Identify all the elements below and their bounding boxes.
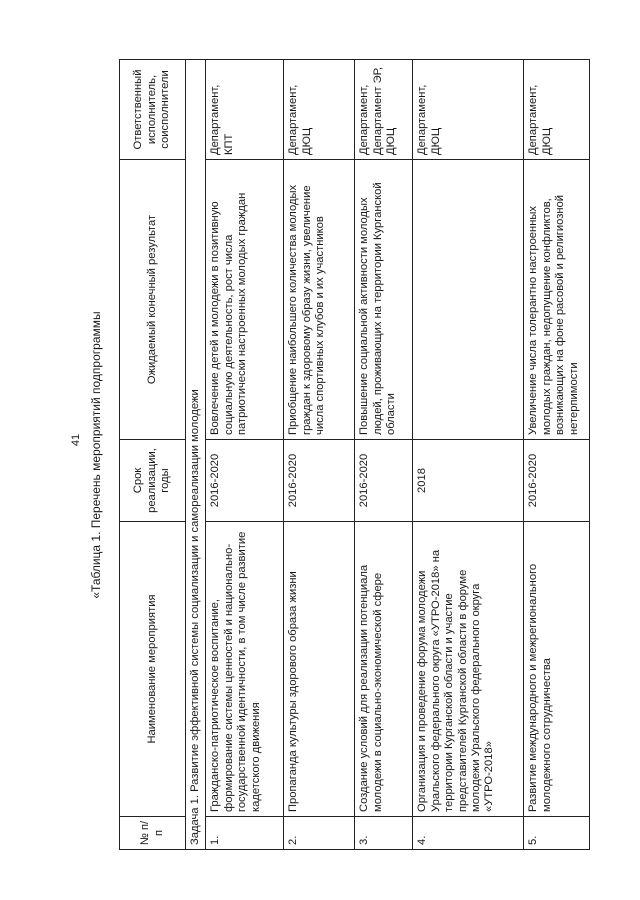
task-title: Задача 1. Развитие эффективной системы социализации и самореализации молодежи <box>186 60 206 850</box>
header-responsible: Ответственный исполнитель, соисполнители <box>120 60 186 160</box>
row-responsible: Департамент, Департамент ЭР, ДЮЦ <box>355 60 413 160</box>
row-term: 2016-2020 <box>206 440 284 522</box>
table-row <box>413 60 524 850</box>
row-result: Увеличение числа толерантно настроенных молодых граждан, недопущение конфликтов, возникающих на фоне расовой и религиозной нетерпимости <box>524 160 590 440</box>
table-header-row <box>120 60 186 850</box>
row-name: Создание условий для реализации потенциала молодежи в социально-экономической сфере <box>355 522 413 817</box>
table-row <box>284 60 355 850</box>
row-term: 2016-2020 <box>524 440 590 522</box>
row-result <box>413 160 524 440</box>
table-row <box>524 60 590 850</box>
row-responsible: Департамент, ДЮЦ <box>524 60 590 160</box>
row-num: 1. <box>206 817 284 850</box>
row-name: Организация и проведение форума молодежи Уральского федерального округа «УТРО-2018» на территории Курганской области и участие представителей Курганской области в форуме молодежи Уральского федерального округа «УТРО-2018» <box>413 522 524 817</box>
table-row <box>206 60 284 850</box>
table-row <box>355 60 413 850</box>
row-num: 3. <box>355 817 413 850</box>
table-caption: «Таблица 1. Перечень мероприятий подпрограммы <box>89 311 103 599</box>
row-name: Гражданско-патриотическое воспитание, формирование системы ценностей и национально-государственной идентичности, в том числе развитие кадетского движения <box>206 522 284 817</box>
header-num: № п/п <box>120 817 186 850</box>
task-row <box>186 60 206 850</box>
header-term: Срок реализации, годы <box>120 440 186 522</box>
row-name: Развитие международного и межрегионального молодежного сотрудничества <box>524 522 590 817</box>
header-name: Наименование мероприятия <box>120 522 186 817</box>
row-num: 2. <box>284 817 355 850</box>
row-term: 2018 <box>413 440 524 522</box>
row-term: 2016-2020 <box>355 440 413 522</box>
rotated-table-block <box>85 60 580 850</box>
row-responsible: Департамент, КПТ <box>206 60 284 160</box>
row-result: Вовлечение детей и молодежи в позитивную социальную деятельность, рост числа патриотически настроенных молодых граждан <box>206 160 284 440</box>
row-responsible: Департамент, ДЮЦ <box>284 60 355 160</box>
header-result: Ожидаемый конечный результат <box>120 160 186 440</box>
row-responsible: Департамент, ДЮЦ <box>413 60 524 160</box>
row-result: Приобщение наибольшего количества молодых граждан к здоровому образу жизни, увеличение числа спортивных клубов и их участников <box>284 160 355 440</box>
measures-table <box>119 59 590 850</box>
row-result: Повышение социальной активности молодых людей, проживающих на территории Курганской области <box>355 160 413 440</box>
row-term: 2016-2020 <box>284 440 355 522</box>
row-num: 4. <box>413 817 524 850</box>
row-num: 5. <box>524 817 590 850</box>
page-number: 41 <box>70 433 82 447</box>
row-name: Пропаганда культуры здорового образа жизни <box>284 522 355 817</box>
